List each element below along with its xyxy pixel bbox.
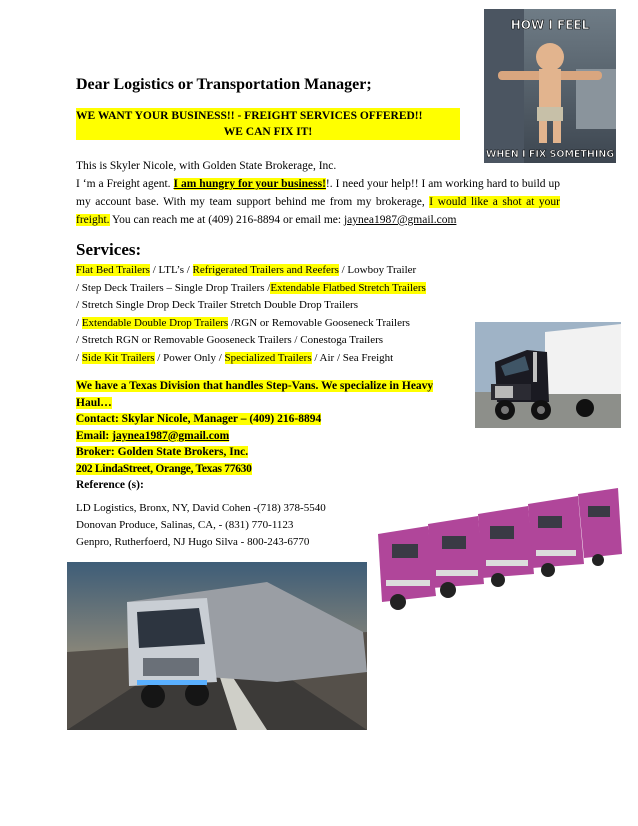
intro-line-1: This is Skyler Nicole, with Golden State Brokerage, Inc.	[76, 160, 337, 172]
address-line: 202 LindaStreet, Orange, Texas 77630	[76, 462, 252, 475]
purple-trucks-image	[378, 484, 626, 612]
email-line	[76, 430, 229, 442]
meme-bottom-text: WHEN I FIX SOMETHING	[485, 149, 615, 160]
service-row	[76, 350, 486, 368]
service-row	[76, 280, 486, 298]
intro-text-c: You can reach me at (409) 216-8894 or email me:	[109, 214, 344, 226]
meme-top-text: HOW I FEEL	[510, 18, 590, 32]
service-highlight: Extendable Double Drop Trailers	[81, 316, 229, 329]
meme-image	[484, 9, 616, 163]
email-link[interactable]: jaynea1987@gmail.com	[112, 429, 230, 442]
intro-text-b: !. I need your help!! I am working hard to build up my account base. With my team support behind me from my brokerage,	[76, 178, 560, 208]
services-list	[76, 262, 486, 367]
service-text: / Air / Sea Freight	[311, 351, 394, 364]
letter-title: Dear Logistics or Transportation Manager;	[76, 76, 372, 93]
services-heading: Services:	[76, 240, 142, 259]
reference-item: LD Logistics, Bronx, NY, David Cohen -(718) 378-5540	[76, 502, 326, 514]
intro-body	[76, 175, 560, 229]
intro-hungry-highlight: I am hungry for your business!	[173, 178, 326, 190]
service-row	[76, 315, 486, 333]
silver-truck-road-image	[67, 562, 367, 730]
banner-line-2: WE CAN FIX IT!	[76, 124, 460, 140]
service-text: / Step Deck Trailers – Single Drop Trailers /	[76, 281, 271, 294]
texas-division-block	[76, 378, 456, 477]
service-text: / LTL’s /	[149, 264, 193, 276]
texas-line: We have a Texas Division that handles Step-Vans. We specialize in Heavy Haul…	[76, 380, 434, 409]
reference-item: Donovan Produce, Salinas, CA, - (831) 770-1123	[76, 519, 294, 531]
service-highlight: Flat Bed Trailers	[76, 264, 150, 276]
black-truck-image	[475, 322, 621, 428]
contact-line: Contact: Skylar Nicole, Manager – (409) 216-8894	[76, 413, 322, 425]
service-text: /	[76, 351, 82, 364]
intro-email-link[interactable]: jaynea1987@gmail.com	[343, 214, 457, 226]
broker-line: Broker: Golden State Brokers, Inc.	[76, 446, 249, 458]
intro-paragraph	[76, 157, 560, 229]
references-heading: Reference (s):	[76, 479, 144, 491]
service-highlight: Extendable Flatbed Stretch Trailers	[270, 281, 426, 294]
service-text: /RGN or Removable Gooseneck Trailers	[228, 316, 410, 329]
service-text: / Power Only /	[154, 351, 225, 364]
service-highlight: Side Kit Trailers	[81, 351, 155, 364]
banner	[76, 108, 460, 140]
service-row	[76, 297, 486, 315]
service-text: / Lowboy Trailer	[338, 264, 417, 276]
service-text: /	[76, 316, 82, 329]
references-list	[76, 500, 326, 551]
banner-line-1: WE WANT YOUR BUSINESS!! - FREIGHT SERVICES OFFERED!!	[76, 108, 460, 124]
service-text: / Stretch Single Drop Deck Trailer Stretch Double Drop Trailers	[76, 299, 358, 311]
service-row	[76, 262, 486, 280]
service-highlight: Refrigerated Trailers and Reefers	[192, 264, 339, 276]
service-text: / Stretch RGN or Removable Gooseneck Trailers / Conestoga Trailers	[76, 334, 384, 346]
reference-item: Genpro, Rutherfoerd, NJ Hugo Silva - 800-243-6770	[76, 536, 310, 548]
email-label: Email:	[76, 429, 113, 442]
intro-text-a: I ‘m a Freight agent.	[76, 178, 174, 190]
service-row	[76, 332, 486, 350]
intro-shot-highlight: I would like a shot at your freight.	[76, 196, 560, 226]
service-highlight: Specialized Trailers	[224, 351, 312, 364]
